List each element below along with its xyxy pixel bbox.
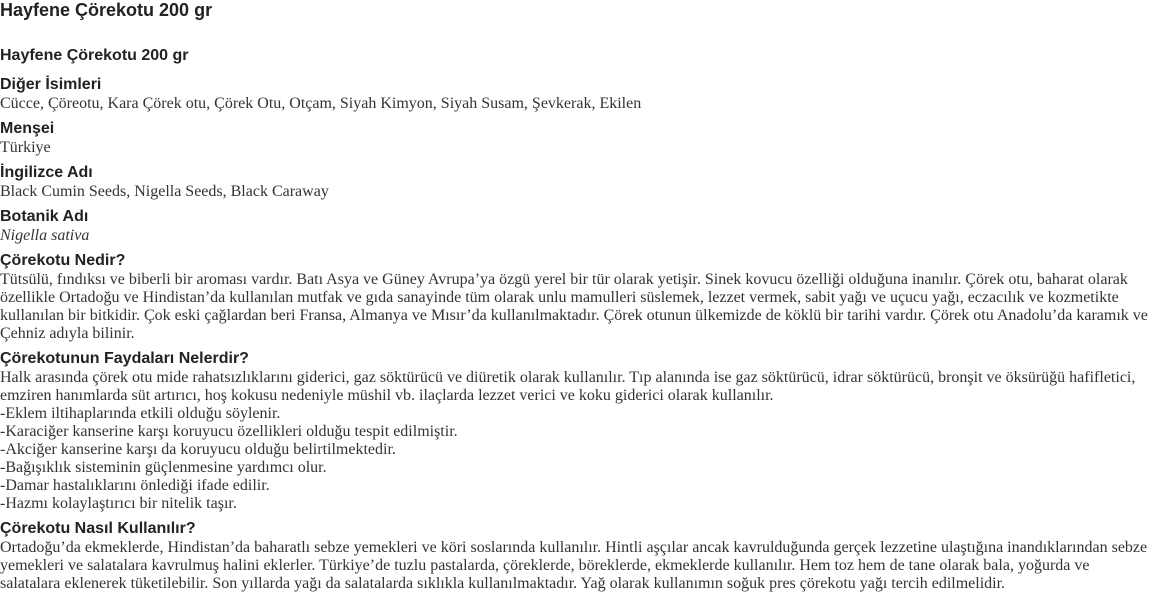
section-text-usage: Ortadoğu’da ekmeklerde, Hindistan’da baharatlı sebze yemekleri ve köri soslarında kullanılır. Hintli aşçılar ancak kavrulduğunda gerçek lezzetine ulaştığına inandıklarından sebze yemekleri ve salatalara kavrulmuş halini eklerler. Türkiye’de tuzlu pastalarda, çöreklerde, böreklerde, ekmeklerde kullanılır. Hem toz hem de tane olarak bala, yoğurda ve salatalara eklenerek tüketilebilir. Son yıllarda yağı da salatalarda sıklıkla kullanılmaktadır. Yağ olarak kullanımın soğuk pres çörekotu yağı tercih edilmelidir. [0, 539, 1148, 592]
section-usage [0, 519, 1150, 593]
product-description [0, 46, 1150, 599]
section-text-benefits-intro: Halk arasında çörek otu mide rahatsızlıklarını giderici, gaz söktürücü ve diüretik olarak kullanılır. Tıp alanında ise gaz söktürücü, idrar söktürücü, bronşit ve öksürüğü hafifletici, emziren hanımlarda süt artırıcı, hoş kokusu nedeniyle müshil vb. ilaçlarda lezzet verici ve koku giderici olarak kullanılır. [0, 369, 1136, 404]
section-title-botanical-name: Botanik Adı [0, 208, 89, 225]
page-title: Hayfene Çörekotu 200 gr [0, 0, 213, 20]
benefit-item: -Hazmı kolaylaştırıcı bir nitelik taşır. [0, 495, 237, 512]
product-heading: Hayfene Çörekotu 200 gr [0, 47, 189, 64]
section-title-english-name: İngilizce Adı [0, 164, 93, 181]
section-title-benefits: Çörekotunun Faydaları Nelerdir? [0, 350, 249, 367]
section-text-other-names: Cücce, Çöreotu, Kara Çörek otu, Çörek Otu, Otçam, Siyah Kimyon, Siyah Susam, Şevkerak, Ekilen [0, 95, 642, 112]
benefit-item: -Karaciğer kanserine karşı koruyucu özellikleri olduğu tespit edilmiştir. [0, 423, 458, 440]
section-text-botanical-name: Nigella sativa [0, 227, 90, 244]
section-title-what-is: Çörekotu Nedir? [0, 252, 126, 269]
benefit-item: -Eklem iltihaplarında etkili olduğu söylenir. [0, 405, 281, 422]
section-origin [0, 119, 1150, 157]
section-botanical-name [0, 207, 1150, 245]
section-text-what-is: Tütsülü, fındıksı ve biberli bir aroması vardır. Batı Asya ve Güney Avrupa’ya özgü yerel bir tür olarak yetişir. Sinek kovucu özelliği olduğuna inanılır. Çörek otu, baharat olarak özellikle Ortadoğu ve Hindistan’da kullanılan mutfak ve gıda sanayinde tüm olarak unlu mamulleri süslemek, lezzet vermek, sabit yağı ve uçucu yağı, eczacılık ve kozmetikte kullanılan bir bitkidir. Çok eski çağlardan beri Fransa, Almanya ve Mısır’da kullanılmaktadır. Çörek otunun ülkemizde de köklü bir tarihi vardır. Çörek otu Anadolu’da karamık ve Çehniz adıyla bilinir. [0, 271, 1148, 342]
section-english-name [0, 163, 1150, 201]
section-title-usage: Çörekotu Nasıl Kullanılır? [0, 520, 196, 537]
benefit-item: -Bağışıklık sisteminin güçlenmesine yardımcı olur. [0, 459, 327, 476]
section-benefits [0, 349, 1150, 513]
section-text-english-name: Black Cumin Seeds, Nigella Seeds, Black Caraway [0, 183, 329, 200]
section-other-names [0, 75, 1150, 113]
section-what-is [0, 251, 1150, 343]
section-title-origin: Menşei [0, 120, 55, 137]
benefit-item: -Damar hastalıklarını önlediği ifade edilir. [0, 477, 270, 494]
section-text-origin: Türkiye [0, 139, 51, 156]
benefit-item: -Akciğer kanserine karşı da koruyucu olduğu belirtilmektedir. [0, 441, 396, 458]
section-title-other-names: Diğer İsimleri [0, 76, 102, 93]
